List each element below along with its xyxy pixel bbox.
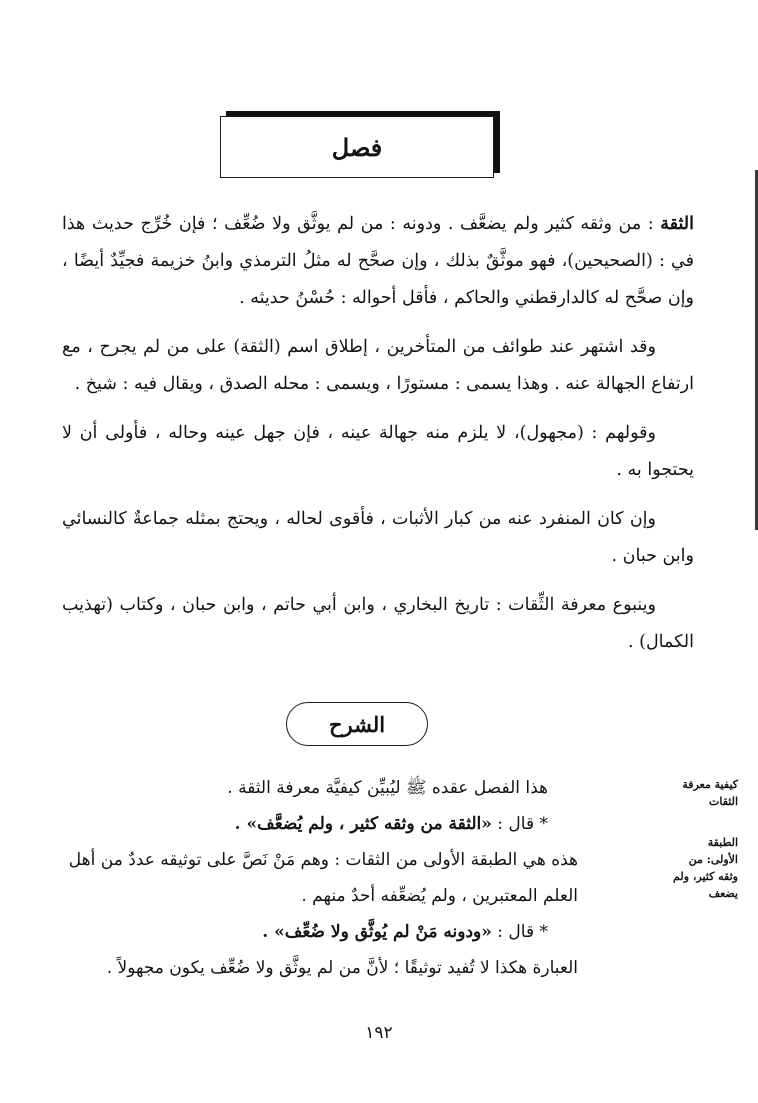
chapter-heading-box	[220, 116, 494, 178]
quote-1-prefix: * قال :	[497, 814, 548, 834]
margin-note-2-line-3: وثقه كثير، ولم	[673, 870, 738, 883]
sharh-paragraph-tabaqa: هذه هي الطبقة الأولى من الثقات : وهم مَنْ نَصَّ على توثيقه عددٌ من أهل العلم المعتبرين ، ولم يُضعِّفه أحدٌ منهم .	[68, 850, 578, 906]
margin-note-1	[662, 776, 738, 810]
sharh-text	[62, 770, 596, 986]
sharh-paragraph-ibara: العبارة هكذا لا تُفيد توثيقًا ؛ لأنَّ من لم يوثَّق ولا ضُعِّف يكون مجهولاً .	[106, 958, 578, 978]
sharh-heading-pill	[286, 702, 428, 746]
matn-text	[62, 206, 694, 673]
margin-note-2-line-4: يضعف	[708, 887, 738, 900]
matn-paragraph-3: وقولهم : (مجهول)، لا يلزم منه جهالة عينه ، فإن جهل عينه وحاله ، فأولى أن لا يحتجوا به .	[62, 423, 694, 480]
quote-1-text: «الثقة من وثقه كثير ، ولم يُضعَّف» .	[234, 814, 492, 834]
sharh-title: الشرح	[328, 711, 386, 737]
sharh-line-intro: هذا الفصل عقده ﷺ ليُبيِّن كيفيَّة معرفة الثقة .	[227, 778, 548, 798]
matn-paragraph-1	[62, 206, 694, 317]
matn-term-thiqa: الثقة	[660, 214, 694, 234]
sharh-quote-2	[62, 914, 596, 950]
quote-2-text: «ودونه مَنْ لم يُوثَّق ولا ضُعِّف» .	[262, 922, 492, 942]
quote-2-prefix: * قال :	[497, 922, 548, 942]
margin-note-1-line-1: كيفية معرفة	[682, 778, 738, 791]
margin-notes	[662, 776, 738, 926]
margin-note-2-line-1: الطبقة	[707, 836, 738, 849]
matn-paragraph-5: وينبوع معرفة الثِّقات : تاريخ البخاري ، وابن أبي حاتم ، وابن حبان ، وكتاب (تهذيب الكمال) .	[62, 595, 694, 652]
matn-paragraph-4: وإن كان المنفرد عنه من كبار الأثبات ، فأقوى لحاله ، ويحتج بمثله جماعةٌ كالنسائي وابن حبان .	[62, 509, 694, 566]
matn-paragraph-1-text: : من وثقه كثير ولم يضعَّف . ودونه : من لم يوثَّق ولا ضُعِّف ؛ فإن خُرِّج حديث هذا في : (الصحيحين)، فهو موثَّقٌ بذلك ، وإن صحَّح له مثلُ الترمذي وابنُ خزيمة فجيِّدٌ أيضًا ، وإن صحَّح له كالدارقطني والحاكم ، فأقل أحواله : حُسْنُ حديثه .	[62, 214, 694, 308]
margin-note-1-line-2: الثقات	[709, 795, 738, 808]
margin-note-2	[662, 834, 738, 902]
sharh-quote-1	[62, 806, 596, 842]
page-number: ١٩٢	[365, 1023, 393, 1043]
chapter-title: فصل	[331, 132, 383, 162]
matn-paragraph-2: وقد اشتهر عند طوائف من المتأخرين ، إطلاق اسم (الثقة) على من لم يجرح ، مع ارتفاع الجهالة عنه . وهذا يسمى : مستورًا ، ويسمى : محله الصدق ، ويقال فيه : شيخ .	[62, 337, 694, 394]
margin-note-2-line-2: الأولى: من	[688, 853, 738, 866]
